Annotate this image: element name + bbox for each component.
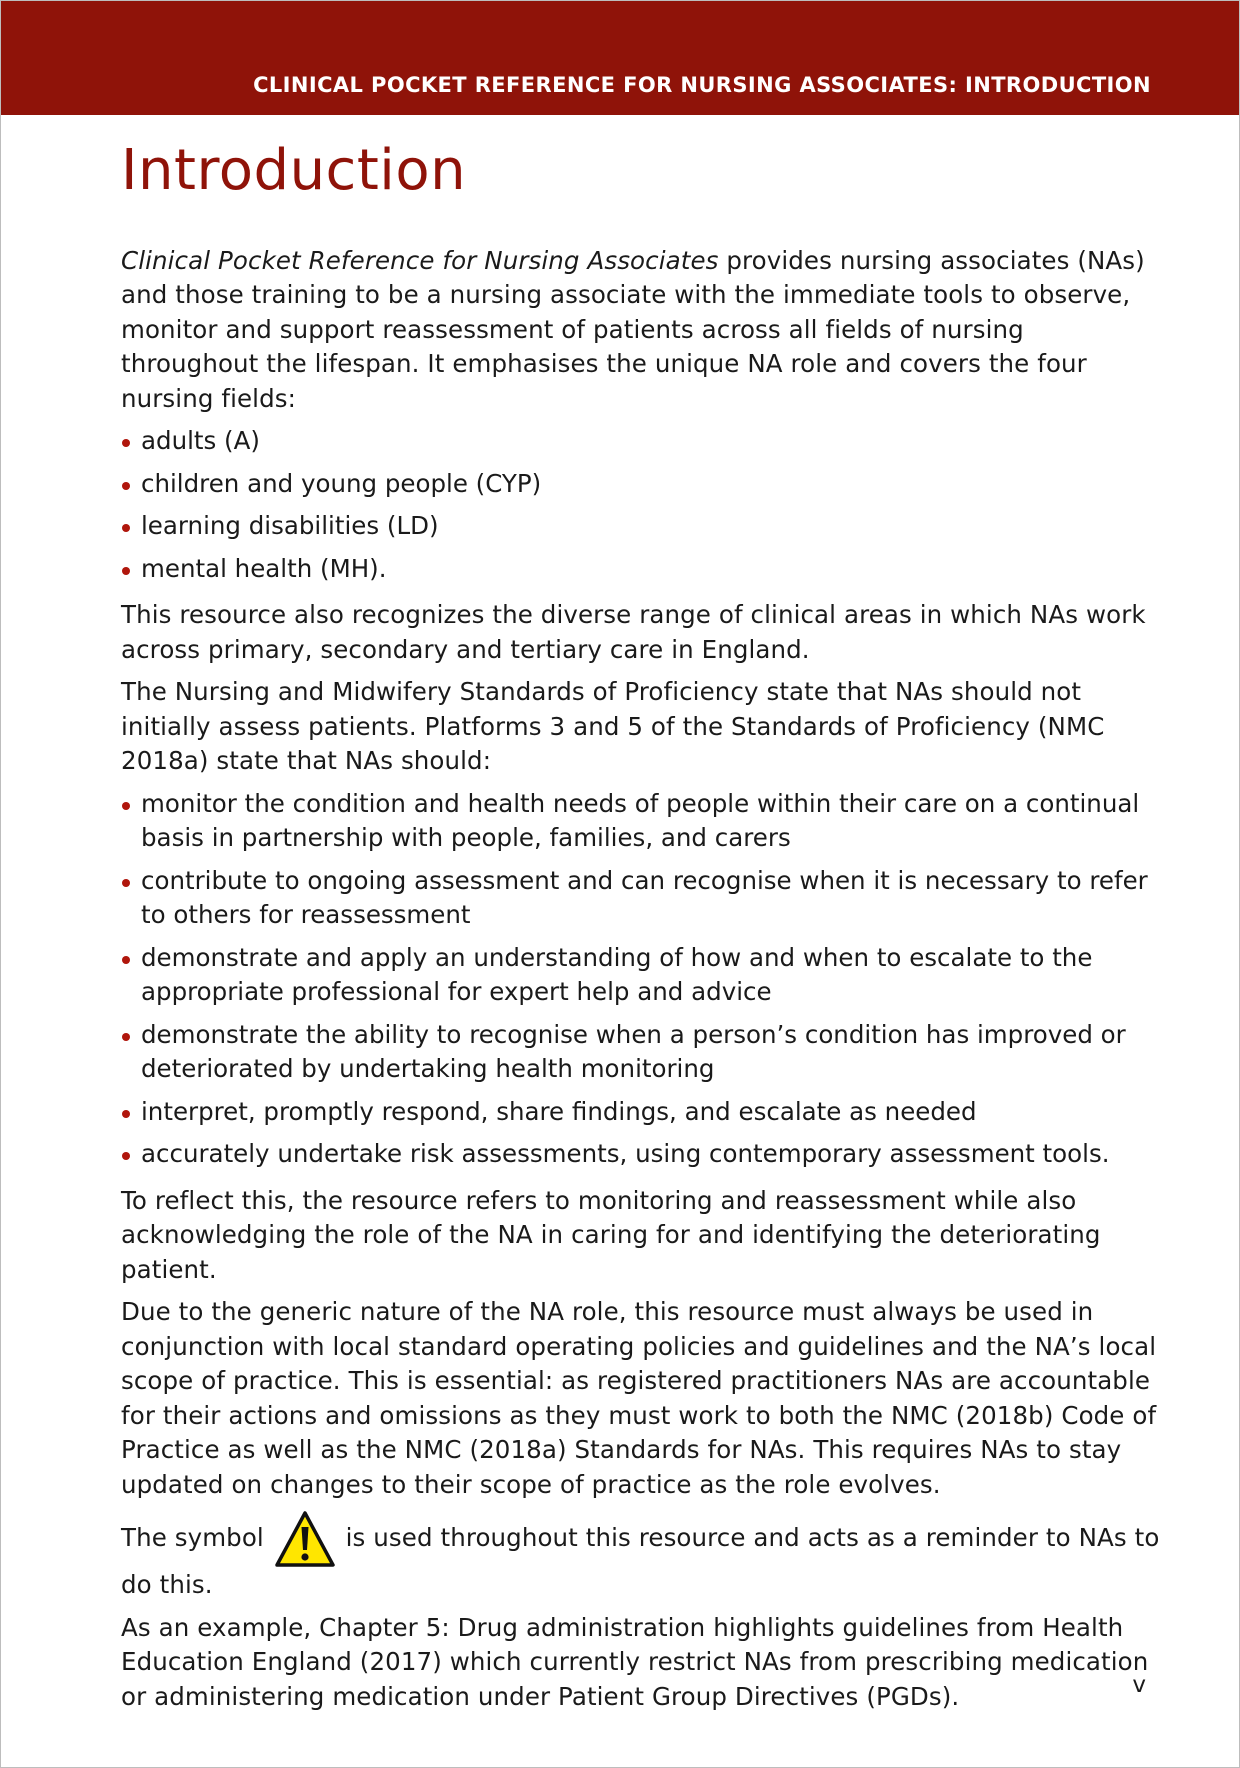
symbol-text-after: is used throughout this resource and acts as a reminder to NAs to do this.: [121, 1523, 1160, 1600]
warning-triangle-icon: [274, 1510, 336, 1568]
list-item: adults (A): [121, 424, 1161, 459]
list-item: demonstrate the ability to recognise when a person’s condition has improved or deteriorated by undertaking health monitoring: [121, 1018, 1161, 1087]
example-paragraph: As an example, Chapter 5: Drug administration highlights guidelines from Health Education England (2017) which currently restrict NAs from prescribing medication or administering medication under Patient Group Directives (PGDs).: [121, 1612, 1149, 1711]
list-item: interpret, promptly respond, share findings, and escalate as needed: [121, 1095, 1161, 1130]
standards-paragraph: The Nursing and Midwifery Standards of Proficiency state that NAs should not initially assess patients. Platforms 3 and 5 of the Standards of Proficiency (NMC 2018a) state that NAs should:: [121, 677, 1105, 776]
intro-paragraph: [121, 244, 1161, 417]
book-title: Clinical Pocket Reference for Nursing Associates: [121, 245, 719, 275]
running-head: CLINICAL POCKET REFERENCE FOR NURSING ASSOCIATES: INTRODUCTION: [253, 73, 1151, 97]
page-title: Introduction: [121, 138, 467, 203]
list-item: contribute to ongoing assessment and can recognise when it is necessary to refer to others for reassessment: [121, 864, 1161, 933]
list-item: mental health (MH).: [121, 552, 1161, 587]
diverse-areas-paragraph: This resource also recognizes the diverse range of clinical areas in which NAs work across primary, secondary and tertiary care in England.: [121, 600, 1146, 664]
intro-text: provides nursing associates (NAs) and those training to be a nursing associate with the immediate tools to observe, monitor and support reassessment of patients across all fields of nursing throughout the lifespan. It emphasises the unique NA role and covers the four nursing fields:: [121, 245, 1145, 413]
list-item: learning disabilities (LD): [121, 509, 1161, 544]
list-item: accurately undertake risk assessments, using contemporary assessment tools.: [121, 1137, 1161, 1172]
page-number: v: [1132, 1672, 1146, 1698]
na-duties-list: [121, 787, 1161, 1172]
page-content: [121, 128, 1161, 1722]
symbol-text-before: The symbol: [121, 1523, 272, 1553]
nursing-fields-list: [121, 424, 1161, 586]
generic-role-paragraph: Due to the generic nature of the NA role, this resource must always be used in conjunction with local standard operating policies and guidelines and the NA’s local scope of practice. This is essential: as registered practitioners NAs are accountable for their actions and omissions as they must work to both the NMC (2018b) Code of Practice as well as the NMC (2018a) Standards for NAs. This requires NAs to stay updated on changes to their scope of practice as the role evolves.: [121, 1297, 1157, 1499]
list-item: children and young people (CYP): [121, 467, 1161, 502]
list-item: demonstrate and apply an understanding of how and when to escalate to the appropriate professional for expert help and advice: [121, 941, 1161, 1010]
header-band: [1, 1, 1239, 115]
list-item: monitor the condition and health needs of people within their care on a continual basis in partnership with people, families, and carers: [121, 787, 1161, 856]
reflect-paragraph: To reflect this, the resource refers to monitoring and reassessment while also acknowledging the role of the NA in caring for and identifying the deteriorating patient.: [121, 1185, 1101, 1284]
symbol-paragraph: [121, 1510, 1161, 1603]
